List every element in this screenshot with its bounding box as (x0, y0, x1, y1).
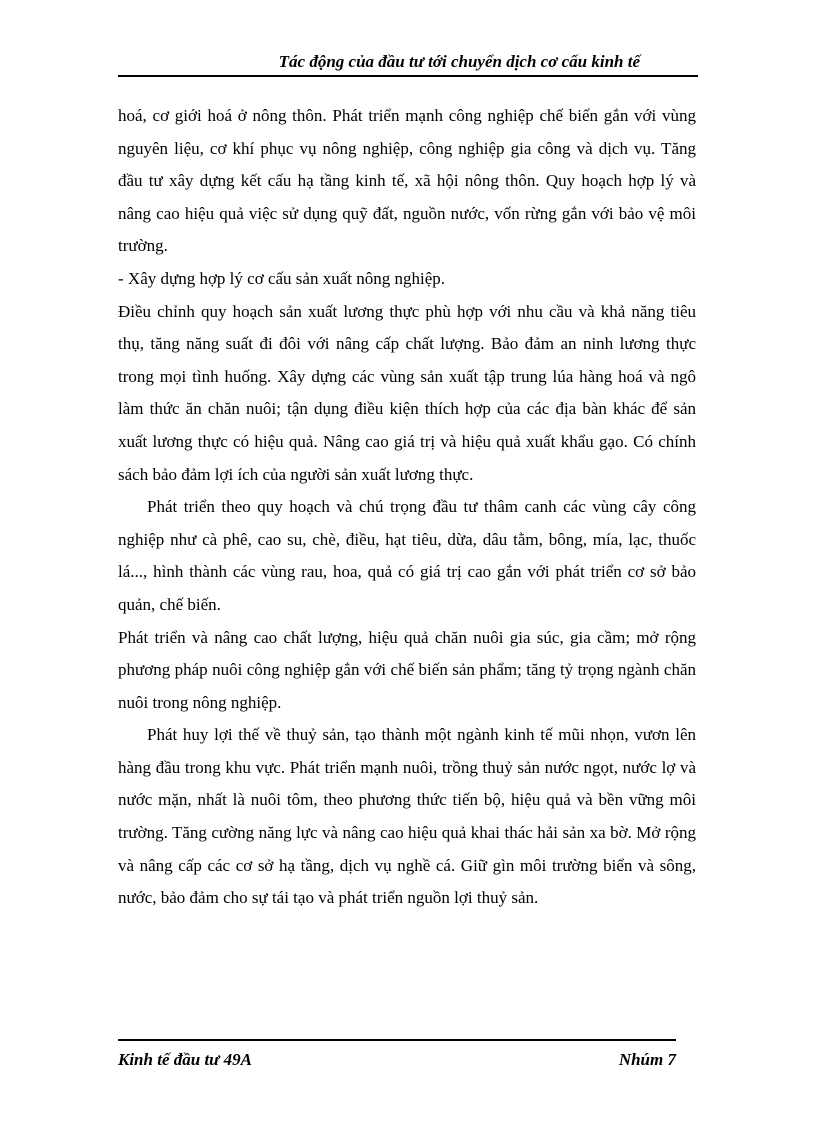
paragraph: hoá, cơ giới hoá ở nông thôn. Phát triển mạnh công nghiệp chế biến gắn với vùng nguyên liệu, cơ khí phục vụ nông nghiệp, công nghiệp gia công và dịch vụ. Tăng đầu tư xây dựng kết cấu hạ tầng kinh tế, xã hội nông thôn. Quy hoạch hợp lý và nâng cao hiệu quả việc sử dụng quỹ đất, nguồn nước, vốn rừng gắn với bảo vệ môi trường. (118, 106, 696, 256)
paragraph: - Xây dựng hợp lý cơ cấu sản xuất nông nghiệp. (118, 268, 445, 288)
paragraph: Phát huy lợi thế về thuỷ sản, tạo thành một ngành kinh tế mũi nhọn, vươn lên hàng đầu trong khu vực. Phát triển mạnh nuôi, trồng thuỷ sản nước ngọt, nước lợ và nước mặn, nhất là nuôi tôm, theo phương thức tiến bộ, hiệu quả và bền vững môi trường. Tăng cường năng lực và nâng cao hiệu quả khai thác hải sản xa bờ. Mở rộng và nâng cấp các cơ sở hạ tầng, dịch vụ nghề cá. Giữ gìn môi trường biển và sông, nước, bảo đảm cho sự tái tạo và phát triển nguồn lợi thuỷ sản. (118, 725, 696, 908)
header-title: Tác động của đầu tư tới chuyển dịch cơ cấu kinh tế (278, 52, 640, 71)
document-body (118, 100, 696, 915)
paragraph: Điều chỉnh quy hoạch sản xuất lương thực phù hợp với nhu cầu và khả năng tiêu thụ, tăng năng suất đi đôi với nâng cấp chất lượng. Bảo đảm an ninh lương thực trong mọi tình huống. Xây dựng các vùng sản xuất tập trung lúa hàng hoá và ngô làm thức ăn chăn nuôi; tận dụng điều kiện thích hợp của các địa bàn khác để sản xuất lương thực có hiệu quả. Nâng cao giá trị và hiệu quả xuất khẩu gạo. Có chính sách bảo đảm lợi ích của người sản xuất lương thực. (118, 301, 696, 484)
paragraph: Phát triển theo quy hoạch và chú trọng đầu tư thâm canh các vùng cây công nghiệp như cà phê, cao su, chè, điều, hạt tiêu, dừa, dâu tằm, bông, mía, lạc, thuốc lá..., hình thành các vùng rau, hoa, quả có giá trị cao gắn với phát triển cơ sở bảo quản, chế biến. (118, 497, 696, 614)
footer-group-label: Nhúm 7 (618, 1050, 676, 1069)
page-header (118, 48, 698, 80)
page-footer (118, 1036, 676, 1076)
footer-course-label: Kinh tế đầu tư 49A (118, 1050, 252, 1069)
header-rule (118, 75, 698, 77)
footer-rule (118, 1039, 676, 1041)
paragraph: Phát triển và nâng cao chất lượng, hiệu quả chăn nuôi gia súc, gia cầm; mở rộng phương pháp nuôi công nghiệp gắn với chế biến sản phẩm; tăng tỷ trọng ngành chăn nuôi trong nông nghiệp. (118, 627, 696, 712)
